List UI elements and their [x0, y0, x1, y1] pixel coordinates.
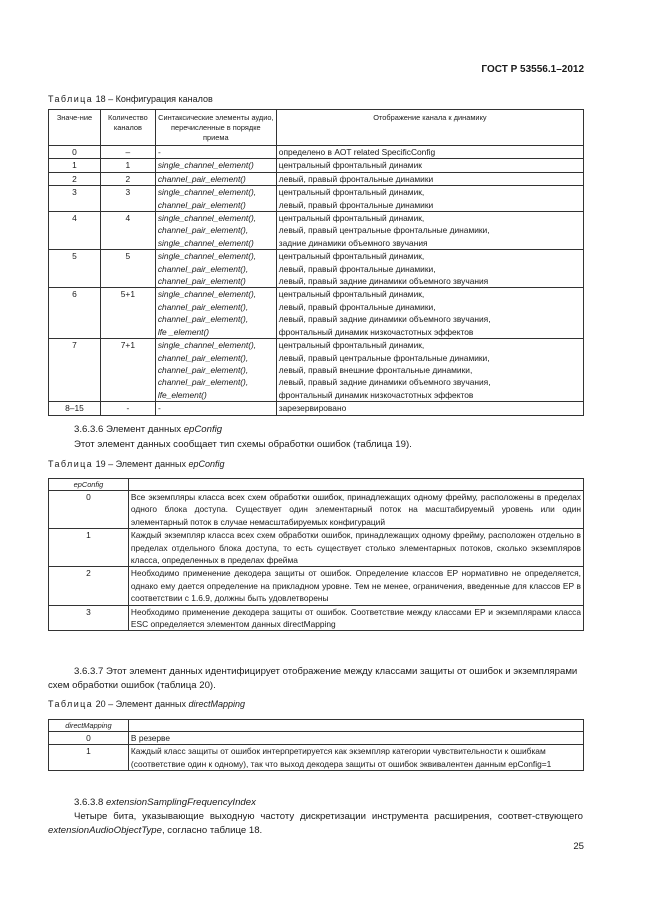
cell-line: фронтальный динамик низкочастотных эффектов	[278, 389, 474, 400]
value-cell: 2	[49, 172, 101, 185]
cell-line: single_channel_element(),	[157, 251, 257, 262]
document-header: ГОСТ Р 53556.1–2012	[481, 64, 584, 75]
elements-cell	[155, 186, 276, 212]
table-row	[49, 186, 584, 212]
section-3-6-3-6-text: Этот элемент данных сообщает тип схемы обработки ошибок (таблица 19).	[74, 439, 412, 450]
cell-line: левый, правый задние динамики объемного звучания,	[278, 314, 491, 325]
table-row	[49, 146, 584, 159]
table20-directmapping	[48, 719, 584, 771]
value-cell: 4	[49, 212, 101, 250]
value-cell: 7	[49, 339, 101, 402]
elements-cell	[155, 146, 276, 159]
col-count-header: Количество каналов	[100, 110, 155, 146]
cell-line: channel_pair_element(),	[157, 364, 249, 375]
cell-line: левый, правый центральные фронтальные динамики,	[278, 352, 490, 363]
cell-line: channel_pair_element(),	[157, 263, 249, 274]
value-cell: 1	[49, 529, 129, 567]
count-cell: 4	[100, 212, 155, 250]
value-cell: 0	[49, 146, 101, 159]
table-row	[49, 745, 584, 771]
cell-line: lfe_element()	[157, 389, 207, 400]
cell-line: центральный фронтальный динамик,	[278, 251, 425, 262]
description-cell: Необходимо применение декодера защиты от ошибок. Соответствие между классами EP и экземплярами класса ESC определяется элементом данных directMapping	[128, 605, 583, 631]
cell-line: single_channel_element(),	[157, 213, 257, 224]
count-cell: –	[100, 146, 155, 159]
cell-line: -	[157, 147, 161, 157]
table-row	[49, 159, 584, 172]
mapping-cell	[276, 250, 583, 288]
cell-line: channel_pair_element(),	[157, 377, 249, 388]
value-cell: 1	[49, 745, 129, 771]
cell-line: -	[157, 403, 161, 414]
cell-line: центральный фронтальный динамик,	[278, 340, 425, 351]
value-cell: 1	[49, 159, 101, 172]
table-row	[49, 339, 584, 402]
mapping-cell	[276, 146, 583, 159]
elements-cell	[155, 212, 276, 250]
cell-line: центральный фронтальный динамик,	[278, 187, 425, 198]
value-cell: 5	[49, 250, 101, 288]
table-row	[49, 605, 584, 631]
col-mapping-header: Отображение канала к динамику	[276, 110, 583, 146]
value-cell: 2	[49, 567, 129, 605]
cell-line: левый, правый задние динамики объемного звучания,	[278, 377, 491, 388]
section-3-6-3-8-heading: 3.6.3.8 extensionSamplingFrequencyIndex	[74, 797, 256, 808]
table19-header-row	[49, 479, 584, 491]
table19-epconfig	[48, 478, 584, 631]
count-cell: 2	[100, 172, 155, 185]
mapping-cell	[276, 212, 583, 250]
table-row	[49, 529, 584, 567]
table-row	[49, 288, 584, 339]
description-cell: Каждый экземпляр класса всех схем обработки ошибок, принадлежащих одному фрейму, расположен отдельно в пределах отдельного блока доступа, то есть существует столько элементарных потоков, сколько экземпляров класса, определенных в пределах фрейма	[128, 529, 583, 567]
table19-caption: Таблица 19 – Элемент данных epConfig	[48, 459, 225, 469]
elements-cell	[155, 172, 276, 185]
table20-caption: Таблица 20 – Элемент данных directMapping	[48, 699, 246, 709]
cell-line: левый, правый фронтальные динамики	[278, 199, 434, 210]
table-row	[49, 250, 584, 288]
description-header	[128, 720, 583, 732]
table18-caption: Таблица 18 – Конфигурация каналов	[48, 94, 213, 104]
cell-line: lfe _element()	[157, 326, 210, 337]
col-value-header: Значе-ние	[49, 110, 101, 146]
table20-header-row	[49, 720, 584, 732]
cell-line: channel_pair_element(),	[157, 301, 249, 312]
page-number: 25	[573, 841, 584, 852]
description-cell: Каждый класс защиты от ошибок интерпретируется как экземпляр категории чувствительности к ошибкам (соответствие один к одному), так что выход декодера защиты от ошибок эквивалентен данным epConfig=1	[128, 745, 583, 771]
count-cell: 5+1	[100, 288, 155, 339]
table18-channel-configuration	[48, 109, 584, 416]
table-row	[49, 172, 584, 185]
elements-cell	[155, 339, 276, 402]
description-cell: Необходимо применение декодера защиты от ошибок. Определение классов EP нормативно не определяется, однако ему дается определение на прикладном уровне. Тем не менее, ограничения, введенные для классов EP в соответствии с 1.6.9, должны быть удовлетворены	[128, 567, 583, 605]
elements-cell	[155, 250, 276, 288]
table-row	[49, 402, 584, 415]
mapping-cell	[276, 172, 583, 185]
cell-line: single_channel_element()	[157, 237, 254, 248]
value-cell: 3	[49, 605, 129, 631]
cell-line: левый, правый фронтальные динамики	[278, 173, 434, 184]
mapping-cell	[276, 288, 583, 339]
table-row	[49, 567, 584, 605]
count-cell: 5	[100, 250, 155, 288]
cell-line: single_channel_element(),	[157, 289, 257, 300]
cell-line: левый, правый задние динамики объемного звучания	[278, 276, 489, 287]
table18-header-row	[49, 110, 584, 146]
cell-line: single_channel_element(),	[157, 340, 257, 351]
cell-line: зарезервировано	[278, 403, 347, 414]
cell-line: channel_pair_element()	[157, 276, 246, 287]
cell-line: фронтальный динамик низкочастотных эффектов	[278, 326, 474, 337]
count-cell: -	[100, 402, 155, 415]
cell-line: левый, правый внешние фронтальные динамики,	[278, 364, 473, 375]
description-cell: Все экземпляры класса всех схем обработки ошибок, принадлежащих одному фрейму, расположены в пределах одного блока доступа. Существует один элементарный поток на масштабируемый уровень или один элементарный поток в случае немасштабируемых конфигураций	[128, 491, 583, 529]
section-3-6-3-7-text: 3.6.3.7 Этот элемент данных идентифицирует отображение между классами защиты от ошибок и экземплярами схем обработки ошибок (таблица 20).	[48, 666, 578, 691]
value-cell: 0	[49, 732, 129, 745]
cell-line: задние динамики объемного звучания	[278, 237, 428, 248]
directmapping-header: directMapping	[49, 720, 129, 732]
cell-line: определено в AOT related SpecificConfig	[278, 147, 436, 157]
description-header	[128, 479, 583, 491]
elements-cell	[155, 402, 276, 415]
table-row	[49, 212, 584, 250]
col-elements-header: Синтаксические элементы аудио, перечисленные в порядке приема	[155, 110, 276, 146]
table-row	[49, 732, 584, 745]
value-cell: 0	[49, 491, 129, 529]
cell-line: центральный фронтальный динамик,	[278, 289, 425, 300]
cell-line: single_channel_element(),	[157, 187, 257, 198]
epconfig-header: epConfig	[49, 479, 129, 491]
cell-line: центральный фронтальный динамик,	[278, 213, 425, 224]
mapping-cell	[276, 159, 583, 172]
mapping-cell	[276, 339, 583, 402]
count-cell: 1	[100, 159, 155, 172]
elements-cell	[155, 288, 276, 339]
cell-line: single_channel_element()	[157, 160, 254, 171]
value-cell: 6	[49, 288, 101, 339]
cell-line: левый, правый центральные фронтальные динамики,	[278, 225, 490, 236]
cell-line: channel_pair_element(),	[157, 352, 249, 363]
cell-line: channel_pair_element(),	[157, 314, 249, 325]
value-cell: 3	[49, 186, 101, 212]
table-row	[49, 491, 584, 529]
cell-line: левый, правый фронтальные динамики,	[278, 263, 436, 274]
cell-line: channel_pair_element(),	[157, 225, 249, 236]
description-cell: В резерве	[128, 732, 583, 745]
value-cell: 8–15	[49, 402, 101, 415]
count-cell: 3	[100, 186, 155, 212]
section-3-6-3-8-text: Четыре бита, указывающие выходную частоту дискретизации инструмента расширения, соответ-ствующего extensionAudioObjectType, согласно таблице 18.	[48, 811, 583, 836]
count-cell: 7+1	[100, 339, 155, 402]
elements-cell	[155, 159, 276, 172]
cell-line: channel_pair_element()	[157, 199, 246, 210]
cell-line: центральный фронтальный динамик	[278, 160, 422, 171]
mapping-cell	[276, 186, 583, 212]
cell-line: левый, правый фронтальные динамики,	[278, 301, 436, 312]
section-3-6-3-6-heading: 3.6.3.6 Элемент данных epConfig	[74, 424, 223, 435]
cell-line: channel_pair_element()	[157, 173, 246, 184]
mapping-cell	[276, 402, 583, 415]
